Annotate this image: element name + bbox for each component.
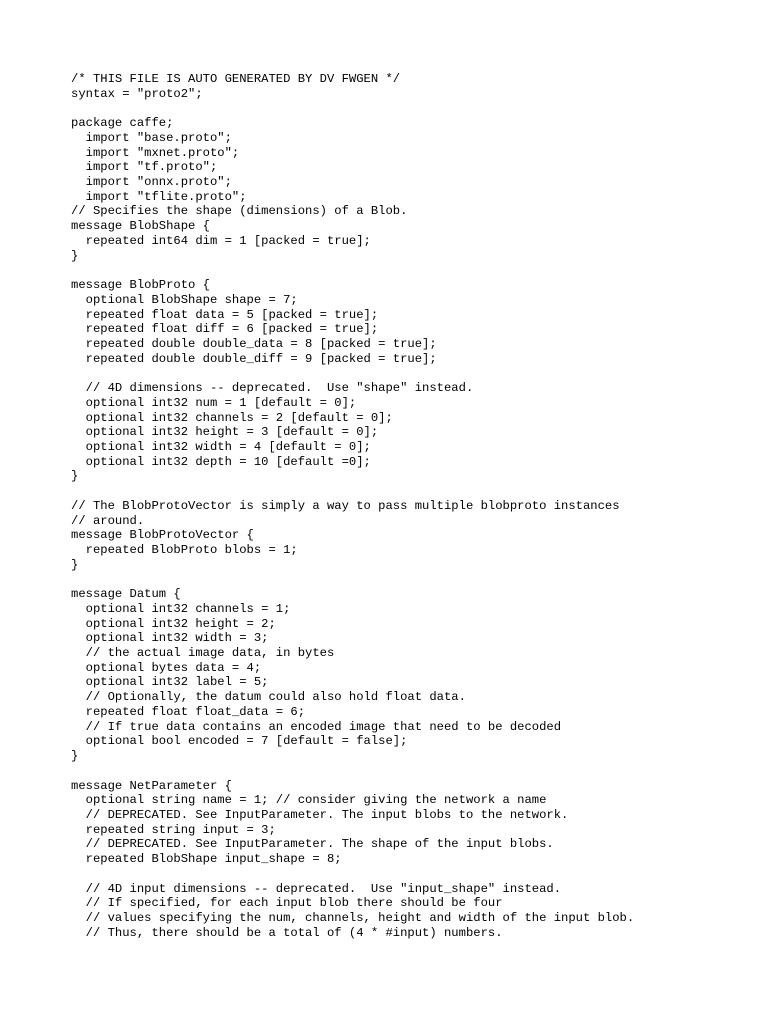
code-line: repeated float data = 5 [packed = true]; (71, 307, 379, 322)
code-line: repeated int64 dim = 1 [packed = true]; (71, 233, 371, 248)
code-line: // If specified, for each input blob there should be four (71, 896, 503, 911)
code-line: } (71, 469, 79, 484)
code-line: optional int32 height = 3 [default = 0]; (71, 425, 379, 440)
code-listing (71, 72, 634, 940)
code-line: optional int32 width = 3; (71, 631, 269, 646)
code-line: syntax = "proto2"; (71, 86, 203, 101)
code-line: // around. (71, 513, 145, 528)
code-line: repeated string input = 3; (71, 822, 276, 837)
code-line: import "base.proto"; (71, 130, 232, 145)
code-line: import "onnx.proto"; (71, 175, 232, 190)
code-line: } (71, 557, 79, 572)
code-line: repeated double double_data = 8 [packed = true]; (71, 336, 437, 351)
code-line: // Thus, there should be a total of (4 * #input) numbers. (71, 925, 503, 940)
code-line: import "mxnet.proto"; (71, 145, 240, 160)
code-line: repeated float float_data = 6; (71, 704, 306, 719)
code-line (71, 366, 634, 381)
code-line: optional int32 height = 2; (71, 616, 276, 631)
code-line: message BlobShape { (71, 219, 210, 234)
code-line: optional int32 channels = 1; (71, 601, 291, 616)
code-line (71, 764, 634, 779)
code-line: message Datum { (71, 587, 181, 602)
code-line: // The BlobProtoVector is simply a way to pass multiple blobproto instances (71, 498, 620, 513)
code-line: optional string name = 1; // consider giving the network a name (71, 793, 547, 808)
code-line: // the actual image data, in bytes (71, 646, 335, 661)
code-line: repeated BlobProto blobs = 1; (71, 543, 298, 557)
code-line (71, 572, 634, 587)
code-line: optional int32 channels = 2 [default = 0]; (71, 410, 393, 425)
code-line: optional bytes data = 4; (71, 660, 262, 675)
code-line: // If true data contains an encoded image that need to be decoded (71, 719, 562, 734)
code-line (71, 263, 634, 278)
code-line: // 4D input dimensions -- deprecated. Use "input_shape" instead. (71, 881, 562, 896)
code-line: optional int32 label = 5; (71, 675, 269, 690)
code-line: // Specifies the shape (dimensions) of a Blob. (71, 204, 408, 219)
code-line: optional int32 depth = 10 [default =0]; (71, 454, 371, 469)
code-line: optional BlobShape shape = 7; (71, 292, 298, 307)
code-line (71, 484, 634, 499)
code-line: optional bool encoded = 7 [default = false]; (71, 734, 408, 749)
code-line: package caffe; (71, 116, 174, 131)
code-line: // 4D dimensions -- deprecated. Use "shape" instead. (71, 381, 474, 396)
code-line: // Optionally, the datum could also hold float data. (71, 690, 466, 705)
code-line: message NetParameter { (71, 778, 232, 793)
code-line: import "tf.proto"; (71, 160, 218, 175)
code-line: repeated double double_diff = 9 [packed = true]; (71, 351, 437, 366)
code-line: // values specifying the num, channels, height and width of the input blob. (71, 910, 635, 925)
code-line: import "tflite.proto"; (71, 189, 247, 204)
code-line: optional int32 num = 1 [default = 0]; (71, 395, 357, 410)
code-line: } (71, 248, 79, 263)
code-line: repeated float diff = 6 [packed = true]; (71, 322, 379, 337)
code-line: message BlobProto { (71, 278, 210, 293)
code-line: /* THIS FILE IS AUTO GENERATED BY DV FWGEN */ (71, 72, 401, 86)
code-line: // DEPRECATED. See InputParameter. The shape of the input blobs. (71, 837, 554, 852)
code-line (71, 101, 634, 116)
code-line: message BlobProtoVector { (71, 528, 254, 543)
code-line: // DEPRECATED. See InputParameter. The input blobs to the network. (71, 807, 569, 822)
code-line (71, 867, 634, 882)
code-line: repeated BlobShape input_shape = 8; (71, 852, 342, 867)
code-line: optional int32 width = 4 [default = 0]; (71, 439, 371, 454)
code-line: } (71, 749, 79, 764)
